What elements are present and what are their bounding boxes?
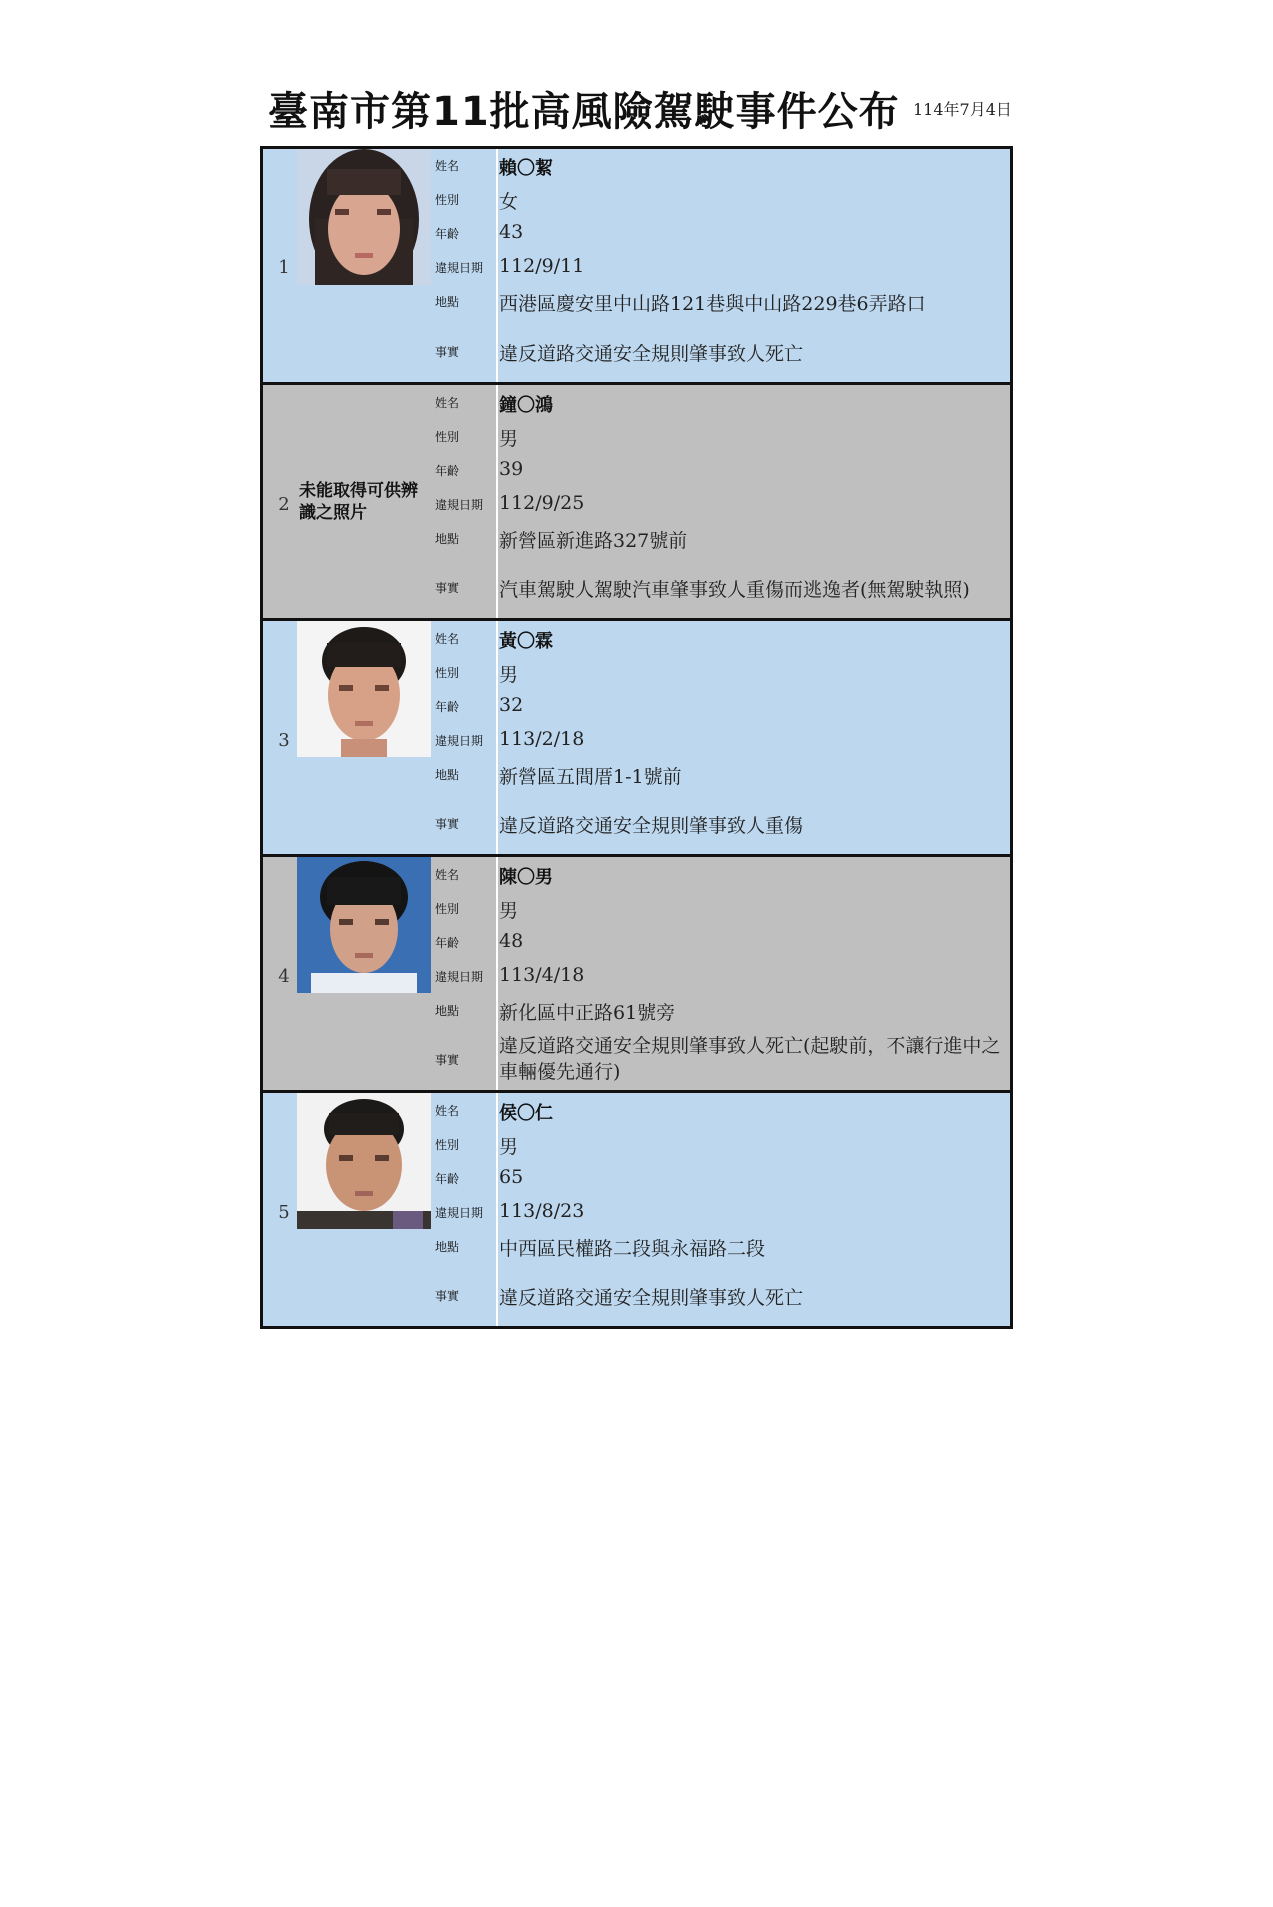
person-photo bbox=[297, 149, 431, 285]
label-facts: 事實 bbox=[435, 581, 460, 595]
value-facts: 違反道路交通安全規則肇事致人死亡 bbox=[499, 1287, 804, 1309]
value-violation-date: 112/9/11 bbox=[499, 255, 585, 277]
record-row bbox=[263, 149, 1010, 382]
value-gender: 女 bbox=[499, 191, 519, 213]
label-name: 姓名 bbox=[435, 632, 460, 646]
label-facts: 事實 bbox=[435, 1289, 460, 1303]
value-name: 賴〇絜 bbox=[499, 158, 553, 179]
value-violation-date: 113/8/23 bbox=[499, 1200, 585, 1222]
value-age: 43 bbox=[499, 221, 524, 243]
value-name: 陳〇男 bbox=[499, 867, 553, 888]
value-name: 鐘〇鴻 bbox=[499, 395, 553, 416]
label-age: 年齡 bbox=[435, 936, 460, 950]
label-name: 姓名 bbox=[435, 396, 460, 410]
value-age: 39 bbox=[499, 458, 524, 480]
column-divider bbox=[496, 385, 498, 618]
label-violation-date: 違規日期 bbox=[435, 970, 484, 984]
column-divider bbox=[496, 621, 498, 854]
document-title: 臺南市第11批高風險駕駛事件公布 bbox=[268, 89, 900, 135]
label-age: 年齡 bbox=[435, 700, 460, 714]
label-age: 年齡 bbox=[435, 227, 460, 241]
label-violation-date: 違規日期 bbox=[435, 734, 484, 748]
label-violation-date: 違規日期 bbox=[435, 498, 484, 512]
value-facts: 違反道路交通安全規則肇事致人死亡(起駛前，不讓行進中之車輛優先通行) bbox=[499, 1035, 1001, 1083]
label-name: 姓名 bbox=[435, 1104, 460, 1118]
label-age: 年齡 bbox=[435, 464, 460, 478]
value-gender: 男 bbox=[499, 1136, 519, 1158]
label-location: 地點 bbox=[435, 768, 460, 782]
value-location: 新化區中正路61號旁 bbox=[499, 1002, 676, 1024]
label-gender: 性別 bbox=[435, 1138, 460, 1152]
record-row bbox=[263, 618, 1010, 854]
label-location: 地點 bbox=[435, 1004, 460, 1018]
label-location: 地點 bbox=[435, 1240, 460, 1254]
label-facts: 事實 bbox=[435, 817, 460, 831]
record-number: 2 bbox=[278, 494, 290, 515]
value-location: 新營區新進路327號前 bbox=[499, 530, 688, 552]
label-name: 姓名 bbox=[435, 868, 460, 882]
value-location: 新營區五間厝1-1號前 bbox=[499, 766, 682, 788]
record-number: 3 bbox=[278, 730, 290, 751]
label-gender: 性別 bbox=[435, 902, 460, 916]
label-location: 地點 bbox=[435, 532, 460, 546]
record-row bbox=[263, 1090, 1010, 1326]
value-age: 48 bbox=[499, 930, 524, 952]
value-gender: 男 bbox=[499, 664, 519, 686]
value-location: 西港區慶安里中山路121巷與中山路229巷6弄路口 bbox=[499, 293, 926, 315]
label-gender: 性別 bbox=[435, 666, 460, 680]
label-gender: 性別 bbox=[435, 430, 460, 444]
record-number: 4 bbox=[278, 966, 290, 987]
value-name: 黃〇霖 bbox=[499, 631, 553, 652]
label-facts: 事實 bbox=[435, 345, 460, 359]
column-divider bbox=[496, 149, 498, 382]
value-violation-date: 113/2/18 bbox=[499, 728, 585, 750]
label-violation-date: 違規日期 bbox=[435, 261, 484, 275]
no-photo-note: 未能取得可供辨識之照片 bbox=[299, 481, 418, 523]
person-photo bbox=[297, 621, 431, 757]
value-location: 中西區民權路二段與永福路二段 bbox=[499, 1238, 766, 1260]
value-facts: 違反道路交通安全規則肇事致人死亡 bbox=[499, 343, 804, 365]
value-gender: 男 bbox=[499, 900, 519, 922]
person-photo bbox=[297, 1093, 431, 1229]
record-row bbox=[263, 382, 1010, 618]
value-age: 32 bbox=[499, 694, 524, 716]
publish-date: 114年7月4日 bbox=[913, 100, 1012, 119]
label-name: 姓名 bbox=[435, 159, 460, 173]
value-name: 侯〇仁 bbox=[499, 1103, 553, 1124]
label-violation-date: 違規日期 bbox=[435, 1206, 484, 1220]
label-gender: 性別 bbox=[435, 193, 460, 207]
record-row bbox=[263, 854, 1010, 1090]
value-violation-date: 113/4/18 bbox=[499, 964, 585, 986]
value-facts: 違反道路交通安全規則肇事致人重傷 bbox=[499, 815, 804, 837]
label-location: 地點 bbox=[435, 295, 460, 309]
value-age: 65 bbox=[499, 1166, 524, 1188]
label-facts: 事實 bbox=[435, 1053, 460, 1067]
value-gender: 男 bbox=[499, 428, 519, 450]
person-photo bbox=[297, 857, 431, 993]
label-age: 年齡 bbox=[435, 1172, 460, 1186]
record-number: 5 bbox=[278, 1202, 290, 1223]
column-divider bbox=[496, 1093, 498, 1326]
value-facts: 汽車駕駛人駕駛汽車肇事致人重傷而逃逸者(無駕駛執照) bbox=[499, 579, 970, 601]
column-divider bbox=[496, 857, 498, 1090]
value-violation-date: 112/9/25 bbox=[499, 492, 585, 514]
records-table bbox=[260, 146, 1013, 1329]
record-number: 1 bbox=[278, 257, 290, 278]
